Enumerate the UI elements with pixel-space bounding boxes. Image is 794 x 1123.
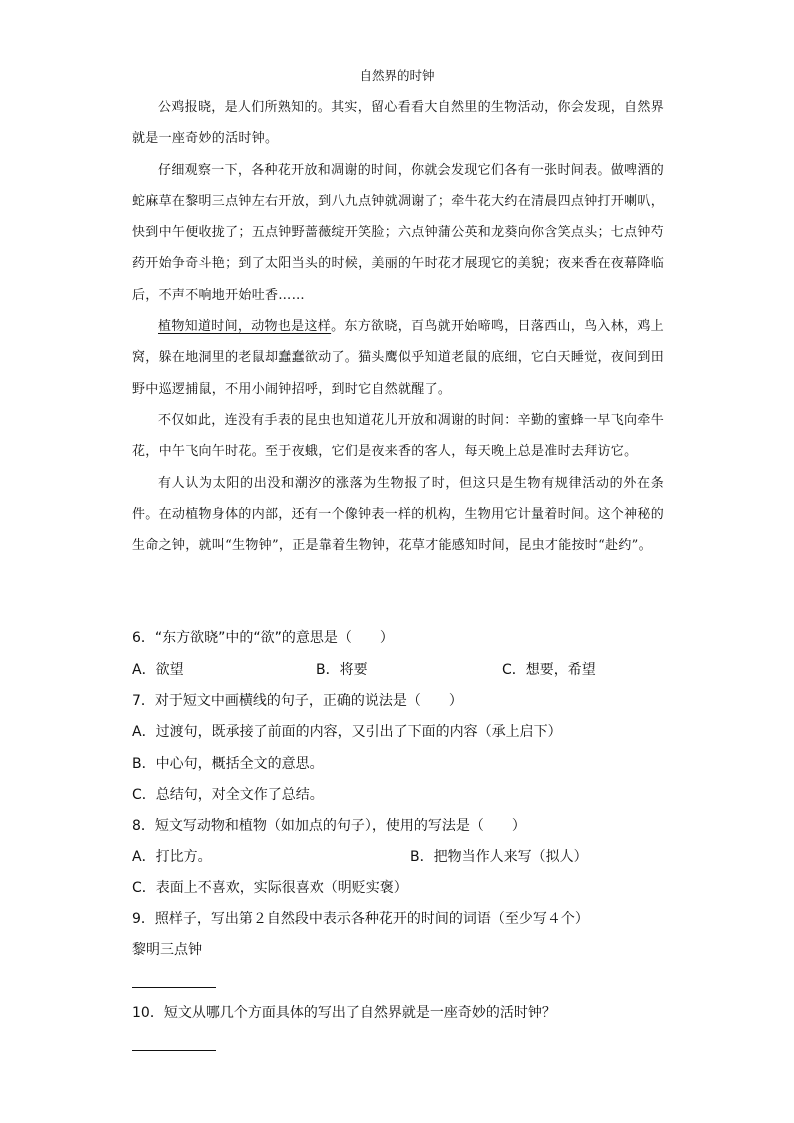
q6-option-a[interactable]: A．欲望	[132, 662, 184, 678]
q7-option-b[interactable]: B．中心句，概括全文的意思。	[132, 756, 324, 772]
q8-option-c[interactable]: C．表面上不喜欢，实际很喜欢（明贬实褒）	[132, 880, 408, 896]
paragraph-4: 不仅如此，连没有手表的昆虫也知道花儿开放和凋谢的时间：辛勤的蜜蜂一早飞向牵牛花，中午飞向午时花。至于夜蛾，它们是夜来香的客人，每天晚上总是准时去拜访它。	[132, 412, 664, 460]
q9-answer-line[interactable]	[132, 987, 216, 988]
paragraph-5: 有人认为太阳的出没和潮汐的涨落为生物报了时，但这只是生物有规律活动的外在条件。在动植物身体的内部，还有一个像钟表一样的机构，生物用它计量着时间。这个神秘的生命之钟，就叫“生物钟”，正是靠着生物钟，花草才能感知时间，昆虫才能按时“赴约”。	[132, 475, 665, 554]
paragraph-1: 公鸡报晓，是人们所熟知的。其实，留心看看大自然里的生物活动，你会发现，自然界就是一座奇妙的活时钟。	[132, 100, 664, 147]
q7-option-c[interactable]: C．总结句，对全文作了总结。	[132, 787, 324, 803]
q6-option-b[interactable]: B．将要	[316, 662, 368, 678]
underlined-sentence: 植物知道时间，动物也是这样	[158, 319, 332, 335]
question-10: 10．短文从哪几个方面具体的写出了自然界就是一座奇妙的活时钟？	[132, 1005, 556, 1021]
question-6: 6．“东方欲晓”中的“欲”的意思是（ ）	[132, 630, 394, 646]
q9-example: 黎明三点钟	[132, 942, 202, 958]
paragraph-3	[132, 311, 664, 405]
reading-passage	[132, 92, 664, 561]
q8-option-b[interactable]: B．把物当作人来写（拟人）	[410, 849, 588, 865]
q8-option-a[interactable]: A．打比方。	[132, 849, 212, 865]
question-7: 7．对于短文中画横线的句子，正确的说法是（ ）	[132, 693, 463, 709]
paragraph-3-rest: 。东方欲晓，百鸟就开始啼鸣，日落西山，鸟入林，鸡上窝，躲在地洞里的老鼠却蠢蠢欲动了。猫头鹰似乎知道老鼠的底细，它白天睡觉，夜间到田野中巡逻捕鼠，不用小闹钟招呼，到时它自然就醒了。	[132, 319, 665, 397]
q7-option-a[interactable]: A．过渡句，既承接了前面的内容，又引出了下面的内容（承上启下）	[132, 724, 562, 740]
q10-answer-line[interactable]	[132, 1050, 216, 1051]
q6-option-c[interactable]: C．想要，希望	[502, 662, 596, 678]
question-8: 8．短文写动物和植物（如加点的句子），使用的写法是（ ）	[132, 818, 526, 834]
passage-title: 自然界的时钟	[359, 68, 435, 83]
question-9: 9．照样子，写出第２自然段中表示各种花开的时间的词语（至少写４个）	[132, 911, 589, 927]
paragraph-2: 仔细观察一下，各种花开放和凋谢的时间，你就会发现它们各有一张时间表。做啤酒的蛇麻草在黎明三点钟左右开放，到八九点钟就凋谢了；牵牛花大约在清晨四点钟打开喇叭，快到中午便收拢了；五点钟野蔷薇绽开笑脸；六点钟蒲公英和龙葵向你含笑点头；七点钟芍药开始争奇斗艳；到了太阳当头的时候，美丽的午时花才展现它的美貌；夜来香在夜幕降临后，不声不响地开始吐香……	[132, 162, 665, 303]
